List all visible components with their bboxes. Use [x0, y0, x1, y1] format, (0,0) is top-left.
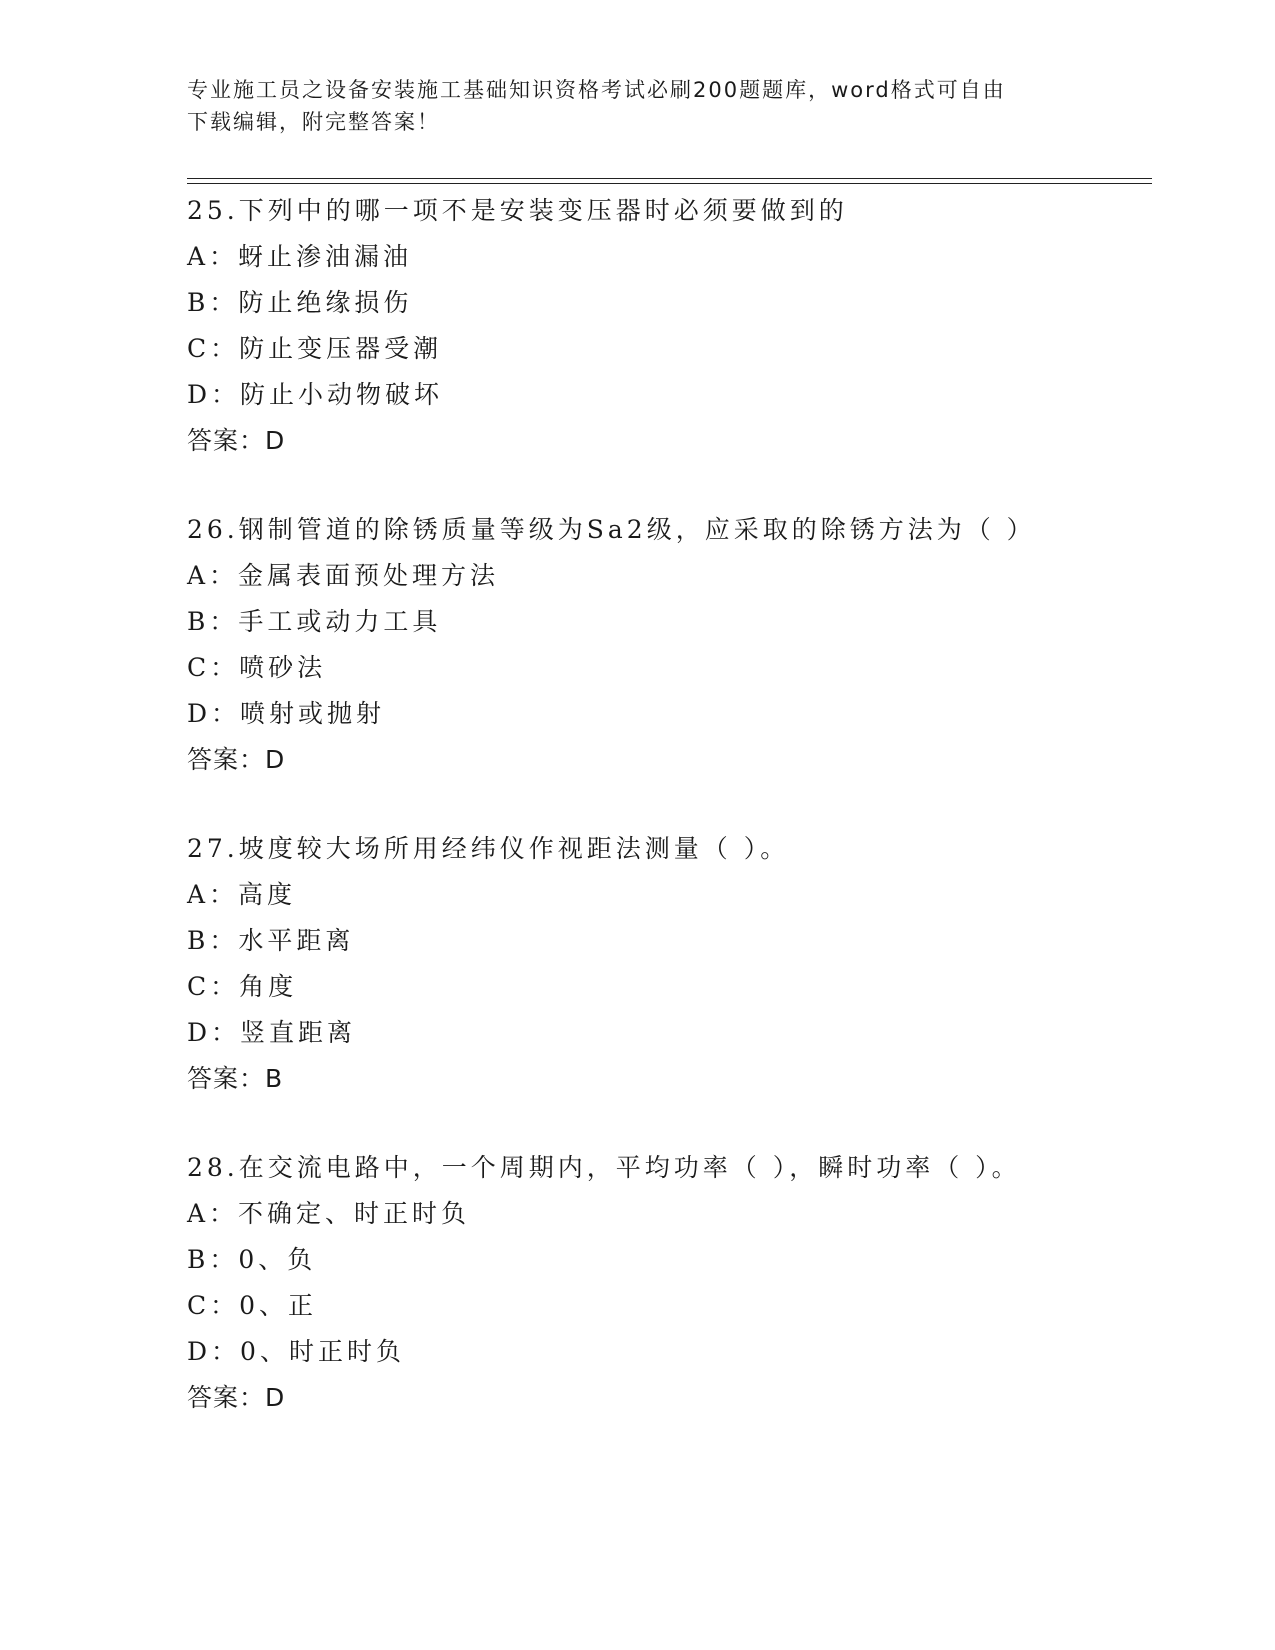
question-26: [187, 507, 1187, 783]
header-divider-top: [187, 178, 1152, 179]
question-25: [187, 188, 1187, 464]
question-stem: 28.在交流电路中，一个周期内，平均功率（ ），瞬时功率（ ）。: [187, 1153, 1021, 1182]
option-c: C：防止变压器受潮: [187, 334, 443, 363]
option-c: C：角度: [187, 972, 298, 1001]
option-c: C：喷砂法: [187, 653, 327, 682]
header-divider-bottom: [187, 183, 1152, 184]
question-stem: 25.下列中的哪一项不是安装变压器时必须要做到的: [187, 196, 848, 225]
option-b: B：防止绝缘损伤: [187, 288, 413, 317]
header-line-2: 下载编辑，附完整答案！: [187, 110, 440, 134]
option-d: D：防止小动物破坏: [187, 380, 444, 409]
header-line-1: 专业施工员之设备安装施工基础知识资格考试必刷200题题库，word格式可自由: [187, 78, 1006, 102]
option-a: A：蚜止渗油漏油: [187, 242, 413, 271]
answer: 答案：D: [187, 1383, 286, 1412]
option-b: B：手工或动力工具: [187, 607, 442, 636]
option-d: D：0、时正时负: [187, 1337, 405, 1366]
question-stem: 26.钢制管道的除锈质量等级为Sa2级，应采取的除锈方法为（ ）: [187, 515, 1036, 544]
option-a: A：金属表面预处理方法: [187, 561, 500, 590]
question-list: [187, 188, 1187, 1464]
document-header: [187, 74, 1087, 138]
option-d: D：竖直距离: [187, 1018, 357, 1047]
option-d: D：喷射或抛射: [187, 699, 386, 728]
question-stem: 27.坡度较大场所用经纬仪作视距法测量（ ）。: [187, 834, 790, 863]
answer: 答案：D: [187, 426, 286, 455]
answer: 答案：B: [187, 1064, 284, 1093]
option-b: B：0、负: [187, 1245, 317, 1274]
option-b: B：水平距离: [187, 926, 355, 955]
option-c: C：0、正: [187, 1291, 318, 1320]
answer: 答案：D: [187, 745, 286, 774]
question-27: [187, 826, 1187, 1102]
option-a: A：不确定、时正时负: [187, 1199, 471, 1228]
option-a: A：高度: [187, 880, 297, 909]
question-28: [187, 1145, 1187, 1421]
